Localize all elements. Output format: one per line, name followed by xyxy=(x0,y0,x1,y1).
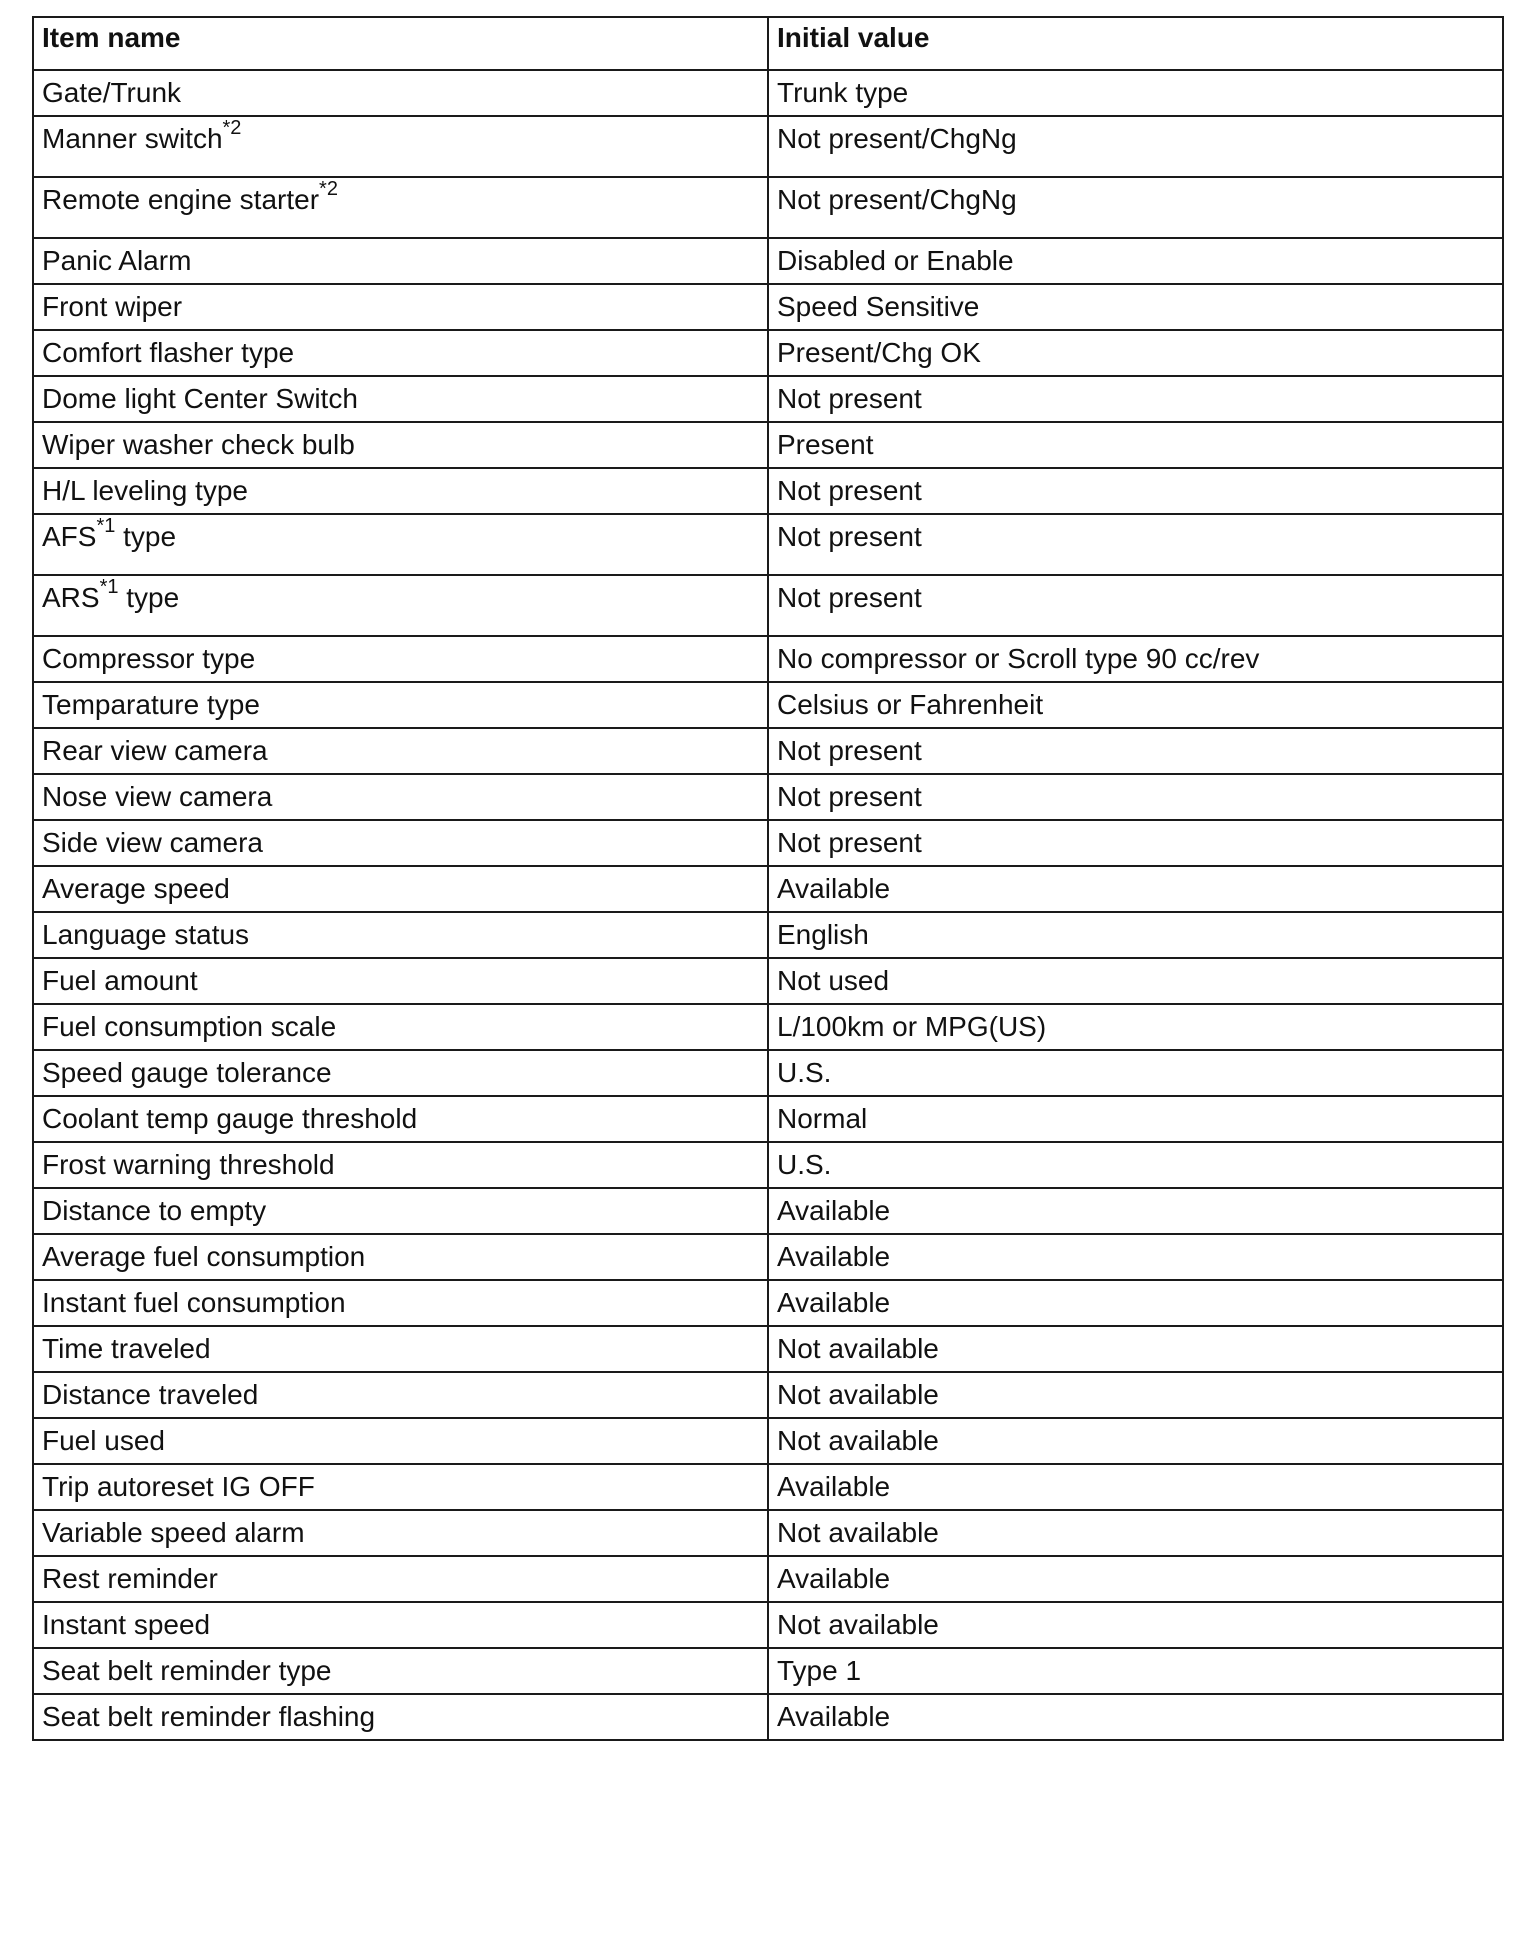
table-row xyxy=(33,422,1503,468)
initial-value-cell: Not available xyxy=(768,1602,1503,1648)
table-row xyxy=(33,866,1503,912)
item-name-text: Language status xyxy=(42,919,250,950)
table-row xyxy=(33,376,1503,422)
item-name-text: Seat belt reminder type xyxy=(42,1655,332,1686)
initial-value-cell: Not present xyxy=(768,774,1503,820)
item-name-cell xyxy=(33,1556,768,1602)
item-name-cell xyxy=(33,1326,768,1372)
initial-value-cell: Not available xyxy=(768,1510,1503,1556)
table-row xyxy=(33,820,1503,866)
table-row xyxy=(33,1188,1503,1234)
initial-value-cell: Available xyxy=(768,1556,1503,1602)
initial-value-cell: Not present xyxy=(768,728,1503,774)
item-name-text: H/L leveling type xyxy=(42,475,248,506)
initial-value-cell: Not present xyxy=(768,820,1503,866)
item-name-cell xyxy=(33,1234,768,1280)
item-name-cell xyxy=(33,514,768,575)
item-name-text: Rear view camera xyxy=(42,735,268,766)
item-name-cell xyxy=(33,728,768,774)
item-name-suffix: type xyxy=(115,521,177,552)
table-row xyxy=(33,1418,1503,1464)
initial-value-cell: Celsius or Fahrenheit xyxy=(768,682,1503,728)
item-name-text: Speed gauge tolerance xyxy=(42,1057,332,1088)
initial-value-cell: Available xyxy=(768,866,1503,912)
initial-value-cell: Not present xyxy=(768,514,1503,575)
item-name-text: Fuel used xyxy=(42,1425,165,1456)
item-name-cell xyxy=(33,1188,768,1234)
initial-value-cell: U.S. xyxy=(768,1142,1503,1188)
item-name-text: Trip autoreset IG OFF xyxy=(42,1471,315,1502)
item-name-cell xyxy=(33,1510,768,1556)
initial-value-cell: Normal xyxy=(768,1096,1503,1142)
table-row xyxy=(33,636,1503,682)
header-row xyxy=(33,17,1503,70)
item-name-cell xyxy=(33,1142,768,1188)
initial-value-cell: Trunk type xyxy=(768,70,1503,116)
table-row xyxy=(33,1464,1503,1510)
item-name-text: Comfort flasher type xyxy=(42,337,295,368)
item-name-cell xyxy=(33,1280,768,1326)
table-row xyxy=(33,116,1503,177)
item-name-text: Fuel consumption scale xyxy=(42,1011,337,1042)
item-name-text: Rest reminder xyxy=(42,1563,218,1594)
table-row xyxy=(33,70,1503,116)
table-row xyxy=(33,1280,1503,1326)
item-name-cell xyxy=(33,958,768,1004)
item-name-text: Time traveled xyxy=(42,1333,211,1364)
item-name-text: Temparature type xyxy=(42,689,260,720)
table-row xyxy=(33,468,1503,514)
item-name-text: Remote engine starter xyxy=(42,184,320,215)
item-name-cell xyxy=(33,422,768,468)
table-row xyxy=(33,514,1503,575)
initial-value-cell: English xyxy=(768,912,1503,958)
initial-value-cell: Not present xyxy=(768,376,1503,422)
table-row xyxy=(33,1050,1503,1096)
item-name-text: Manner switch xyxy=(42,123,223,154)
item-name-text: Nose view camera xyxy=(42,781,273,812)
initial-value-cell: U.S. xyxy=(768,1050,1503,1096)
initial-value-cell: Available xyxy=(768,1694,1503,1740)
initial-value-cell: Present/Chg OK xyxy=(768,330,1503,376)
initial-value-cell: Available xyxy=(768,1280,1503,1326)
item-name-text: Gate/Trunk xyxy=(42,77,182,108)
item-name-cell xyxy=(33,468,768,514)
table-row xyxy=(33,1648,1503,1694)
item-name-cell xyxy=(33,70,768,116)
item-name-text: Fuel amount xyxy=(42,965,198,996)
table-row xyxy=(33,1004,1503,1050)
item-name-cell xyxy=(33,116,768,177)
table-row xyxy=(33,774,1503,820)
table-row xyxy=(33,1096,1503,1142)
item-name-text: Average speed xyxy=(42,873,230,904)
item-name-text: Coolant temp gauge threshold xyxy=(42,1103,418,1134)
item-name-text: Dome light Center Switch xyxy=(42,383,358,414)
table-row xyxy=(33,238,1503,284)
item-name-cell xyxy=(33,1418,768,1464)
item-name-cell xyxy=(33,330,768,376)
table-row xyxy=(33,177,1503,238)
item-name-cell xyxy=(33,238,768,284)
initial-value-cell: Available xyxy=(768,1464,1503,1510)
item-name-text: Instant fuel consumption xyxy=(42,1287,346,1318)
table-body xyxy=(33,70,1503,1740)
item-name-cell xyxy=(33,1602,768,1648)
item-name-cell xyxy=(33,1648,768,1694)
initial-value-cell: Not present xyxy=(768,575,1503,636)
item-name-cell xyxy=(33,284,768,330)
footnote-marker: *2 xyxy=(222,116,242,139)
item-name-text: Instant speed xyxy=(42,1609,211,1640)
initial-value-cell: Type 1 xyxy=(768,1648,1503,1694)
item-name-cell xyxy=(33,1464,768,1510)
initial-value-cell: Not available xyxy=(768,1418,1503,1464)
table-row xyxy=(33,1372,1503,1418)
initial-value-cell: L/100km or MPG(US) xyxy=(768,1004,1503,1050)
item-name-text: Average fuel consumption xyxy=(42,1241,366,1272)
item-name-cell xyxy=(33,1050,768,1096)
item-name-text: Panic Alarm xyxy=(42,245,192,276)
initial-value-cell: Available xyxy=(768,1188,1503,1234)
item-name-cell xyxy=(33,1096,768,1142)
table-row xyxy=(33,1556,1503,1602)
item-name-cell xyxy=(33,820,768,866)
initial-value-cell: Not available xyxy=(768,1326,1503,1372)
initial-value-cell: Not present xyxy=(768,468,1503,514)
table-row xyxy=(33,1326,1503,1372)
initial-value-cell: Not present/ChgNg xyxy=(768,116,1503,177)
item-name-text: Frost warning threshold xyxy=(42,1149,335,1180)
table-row xyxy=(33,682,1503,728)
table-row xyxy=(33,1142,1503,1188)
initial-value-cell: Not present/ChgNg xyxy=(768,177,1503,238)
header-item-name: Item name xyxy=(33,17,768,70)
initial-value-cell: Not used xyxy=(768,958,1503,1004)
item-name-cell xyxy=(33,912,768,958)
header-initial-value: Initial value xyxy=(768,17,1503,70)
table-row xyxy=(33,330,1503,376)
table-row xyxy=(33,1234,1503,1280)
item-name-text: Variable speed alarm xyxy=(42,1517,305,1548)
item-name-text: Compressor type xyxy=(42,643,256,674)
initial-values-table xyxy=(32,16,1504,1741)
table-row xyxy=(33,1694,1503,1740)
item-name-text: Distance traveled xyxy=(42,1379,259,1410)
table-header xyxy=(33,17,1503,70)
initial-value-cell: Not available xyxy=(768,1372,1503,1418)
initial-value-cell: Present xyxy=(768,422,1503,468)
item-name-cell xyxy=(33,177,768,238)
item-name-text: Front wiper xyxy=(42,291,183,322)
item-name-text: ARS xyxy=(42,582,100,613)
table-row xyxy=(33,728,1503,774)
initial-value-cell: Available xyxy=(768,1234,1503,1280)
item-name-cell xyxy=(33,1694,768,1740)
item-name-cell xyxy=(33,682,768,728)
item-name-cell xyxy=(33,636,768,682)
item-name-cell xyxy=(33,575,768,636)
table-row xyxy=(33,1510,1503,1556)
item-name-text: Wiper washer check bulb xyxy=(42,429,355,460)
item-name-cell xyxy=(33,866,768,912)
item-name-cell xyxy=(33,376,768,422)
item-name-text: Seat belt reminder flashing xyxy=(42,1701,376,1732)
table-row xyxy=(33,575,1503,636)
initial-value-cell: Disabled or Enable xyxy=(768,238,1503,284)
item-name-cell xyxy=(33,1004,768,1050)
table-row xyxy=(33,958,1503,1004)
table-row xyxy=(33,1602,1503,1648)
table-row xyxy=(33,284,1503,330)
footnote-marker: *1 xyxy=(99,575,119,598)
initial-value-cell: Speed Sensitive xyxy=(768,284,1503,330)
footnote-marker: *2 xyxy=(319,177,338,200)
initial-value-cell: No compressor or Scroll type 90 cc/rev xyxy=(768,636,1503,682)
item-name-suffix: type xyxy=(118,582,180,613)
item-name-cell xyxy=(33,774,768,820)
item-name-text: Side view camera xyxy=(42,827,263,858)
item-name-cell xyxy=(33,1372,768,1418)
footnote-marker: *1 xyxy=(96,514,116,537)
item-name-text: AFS xyxy=(42,521,97,552)
item-name-text: Distance to empty xyxy=(42,1195,267,1226)
table-row xyxy=(33,912,1503,958)
